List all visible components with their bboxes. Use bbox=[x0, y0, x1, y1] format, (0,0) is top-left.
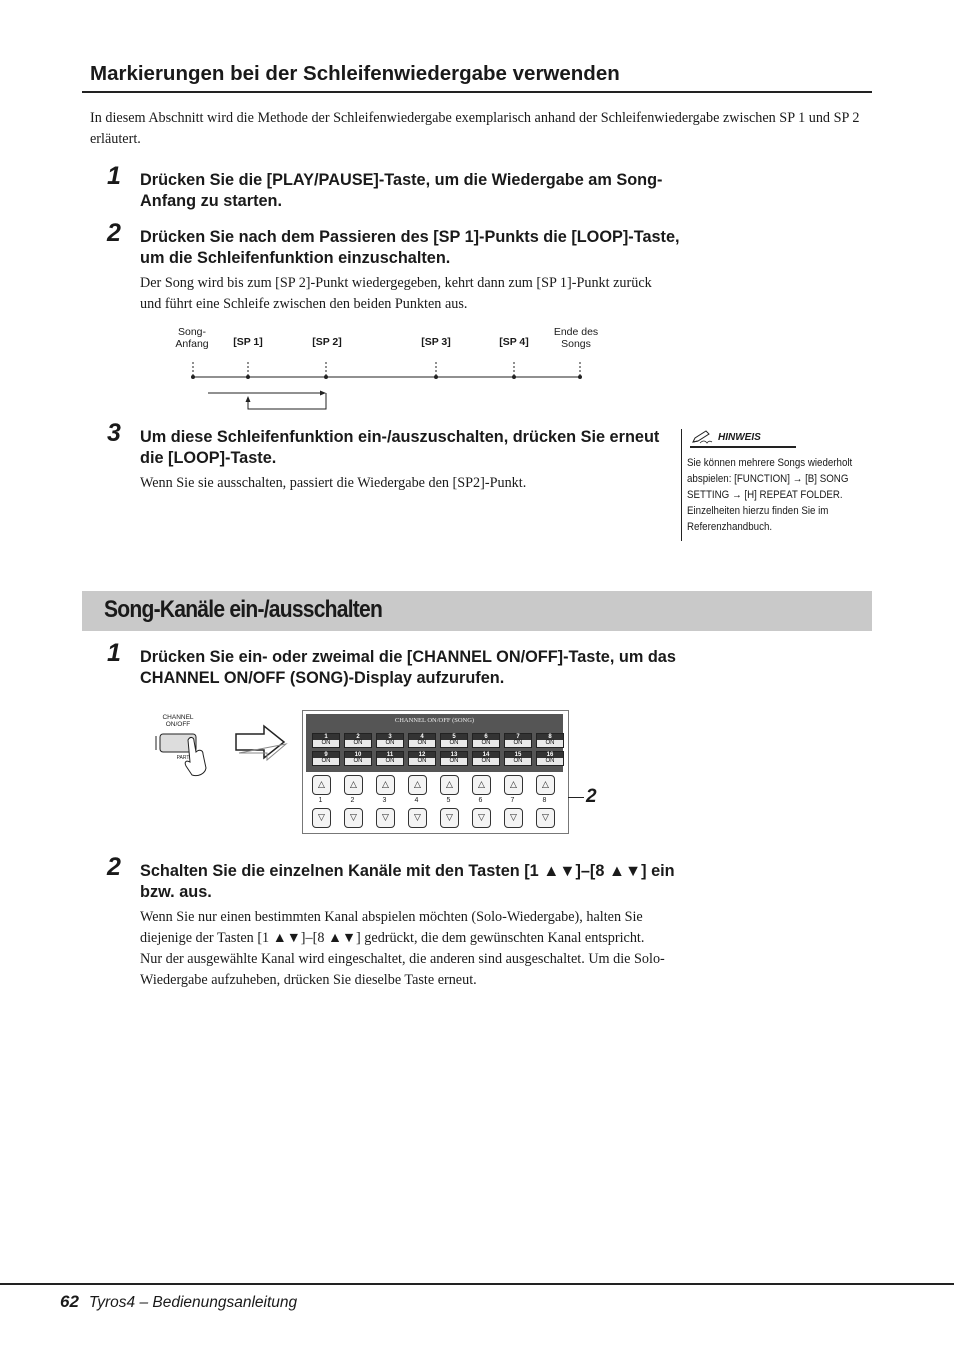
section-heading-song-channels: Song-Kanäle ein-/ausschalten bbox=[104, 596, 383, 623]
channel-1-down-button[interactable]: ▽ bbox=[312, 808, 331, 828]
loop-diagram bbox=[160, 322, 600, 412]
channel-2-down-button[interactable]: ▽ bbox=[344, 808, 363, 828]
display-screen bbox=[306, 714, 563, 772]
button-number: 3 bbox=[382, 797, 387, 804]
channel-3-up-button[interactable]: △ bbox=[376, 775, 395, 795]
channel-number: 14 bbox=[473, 752, 499, 758]
button-number: 2 bbox=[350, 797, 355, 804]
channel-1-status bbox=[312, 733, 340, 748]
channel-6-up-button[interactable]: △ bbox=[472, 775, 491, 795]
channel-15-status bbox=[504, 751, 532, 766]
step-heading: Drücken Sie ein- oder zweimal die [CHANNEL ON/OFF]-Taste, um das CHANNEL ON/OFF (SONG)-Display aufzurufen. bbox=[140, 648, 676, 687]
channel-4-up-button[interactable]: △ bbox=[408, 775, 427, 795]
channel-state: ON bbox=[513, 758, 523, 764]
note-bar bbox=[681, 429, 682, 541]
label-line: Song- bbox=[177, 326, 207, 338]
intro-paragraph: In diesem Abschnitt wird die Methode der Schleifenwiedergabe exemplarisch anhand der Schleifenwiedergabe zwischen SP 1 und SP 2 erläutert. bbox=[90, 110, 860, 147]
channel-state: ON bbox=[449, 740, 459, 746]
channel-3-status bbox=[376, 733, 404, 748]
step-heading: Schalten Sie die einzelnen Kanäle mit den Tasten [1 ▲▼]–[8 ▲▼] ein bzw. aus. bbox=[140, 862, 675, 901]
channel-state: ON bbox=[353, 740, 363, 746]
callout-number: 2 bbox=[586, 786, 597, 807]
step-heading: Drücken Sie nach dem Passieren des [SP 1]-Punkts die [LOOP]-Taste, um die Schleifenfunktion einzuschalten. bbox=[140, 228, 680, 267]
manual-title: Tyros4 – Bedienungsanleitung bbox=[88, 1294, 298, 1311]
channel-onoff-label bbox=[154, 714, 202, 728]
channel-6-down-button[interactable]: ▽ bbox=[472, 808, 491, 828]
button-number: 7 bbox=[510, 797, 515, 804]
arrow-right-icon bbox=[232, 722, 288, 762]
channel-number: 8 bbox=[537, 734, 563, 740]
channel-12-status bbox=[408, 751, 436, 766]
step-body: Der Song wird bis zum [SP 2]-Punkt wiedergegeben, kehrt dann zum [SP 1]-Punkt zurück und führt eine Schleife zwischen den beiden Punkten aus. bbox=[140, 275, 652, 312]
page-footer bbox=[60, 1292, 297, 1312]
note-title-underline bbox=[690, 446, 796, 448]
loop-timeline-graphic bbox=[160, 352, 600, 412]
channel-state: ON bbox=[417, 740, 427, 746]
channel-state: ON bbox=[417, 758, 427, 764]
channel-6-status bbox=[472, 733, 500, 748]
page-number: 62 bbox=[60, 1292, 79, 1311]
step-number: 1 bbox=[107, 162, 121, 190]
channel-10-status bbox=[344, 751, 372, 766]
button-number: 8 bbox=[542, 797, 547, 804]
channel-5-up-button[interactable]: △ bbox=[440, 775, 459, 795]
label-line: Ende des bbox=[553, 326, 599, 338]
channel-state: ON bbox=[481, 740, 491, 746]
label-line: CHANNEL bbox=[162, 714, 194, 721]
channel-4-status bbox=[408, 733, 436, 748]
section-heading-loop-markers: Markierungen bei der Schleifenwiedergabe verwenden bbox=[90, 62, 620, 85]
channel-number: 1 bbox=[313, 734, 339, 740]
channel-number: 16 bbox=[537, 752, 563, 758]
channel-3-down-button[interactable]: ▽ bbox=[376, 808, 395, 828]
channel-number: 13 bbox=[441, 752, 467, 758]
sp2-label: [SP 2] bbox=[312, 336, 342, 348]
channel-5-down-button[interactable]: ▽ bbox=[440, 808, 459, 828]
button-number: 1 bbox=[318, 797, 323, 804]
channel-14-status bbox=[472, 751, 500, 766]
song-start-label bbox=[165, 326, 219, 350]
channel-2-up-button[interactable]: △ bbox=[344, 775, 363, 795]
button-number: 4 bbox=[414, 797, 419, 804]
sp1-label: [SP 1] bbox=[233, 336, 263, 348]
channel-7-status bbox=[504, 733, 532, 748]
channel-number: 4 bbox=[409, 734, 435, 740]
channel-number: 7 bbox=[505, 734, 531, 740]
step-number: 3 bbox=[107, 419, 121, 447]
channel-state: ON bbox=[481, 758, 491, 764]
channel-state: ON bbox=[449, 758, 459, 764]
channel-number: 9 bbox=[313, 752, 339, 758]
channel-state: ON bbox=[385, 740, 395, 746]
part-label: PART bbox=[176, 755, 190, 761]
channel-state: ON bbox=[545, 758, 555, 764]
channel-number: 12 bbox=[409, 752, 435, 758]
channel-8-down-button[interactable]: ▽ bbox=[536, 808, 555, 828]
sp3-label: [SP 3] bbox=[421, 336, 451, 348]
channel-state: ON bbox=[321, 740, 331, 746]
channel-state: ON bbox=[545, 740, 555, 746]
note-text: Sie können mehrere Songs wiederholt abspielen: [FUNCTION] → [B] SONG SETTING → [H] REPEAT FOLDER. Einzelheiten hierzu finden Sie im Referenzhandbuch. bbox=[687, 457, 853, 533]
heading-rule bbox=[82, 91, 872, 93]
channel-13-status bbox=[440, 751, 468, 766]
step-number: 2 bbox=[107, 853, 121, 881]
pencil-icon bbox=[691, 430, 713, 444]
channel-7-up-button[interactable]: △ bbox=[504, 775, 523, 795]
button-number: 5 bbox=[446, 797, 451, 804]
step-number: 1 bbox=[107, 639, 121, 667]
callout-leader-line bbox=[568, 797, 584, 798]
channel-onoff-button-illustration bbox=[150, 712, 230, 782]
display-title: CHANNEL ON/OFF (SONG) bbox=[394, 717, 475, 724]
channel-number: 11 bbox=[377, 752, 403, 758]
channel-8-status bbox=[536, 733, 564, 748]
channel-number: 5 bbox=[441, 734, 467, 740]
channel-16-status bbox=[536, 751, 564, 766]
channel-number: 15 bbox=[505, 752, 531, 758]
channel-state: ON bbox=[385, 758, 395, 764]
channel-11-status bbox=[376, 751, 404, 766]
step-number: 2 bbox=[107, 219, 121, 247]
channel-number: 10 bbox=[345, 752, 371, 758]
channel-state: ON bbox=[321, 758, 331, 764]
channel-2-status bbox=[344, 733, 372, 748]
channel-1-up-button[interactable]: △ bbox=[312, 775, 331, 795]
label-line: Songs bbox=[561, 338, 591, 350]
channel-number: 6 bbox=[473, 734, 499, 740]
step-heading: Drücken Sie die [PLAY/PAUSE]-Taste, um die Wiedergabe am Song-Anfang zu starten. bbox=[140, 171, 663, 210]
step-body: Wenn Sie nur einen bestimmten Kanal abspielen möchten (Solo-Wiedergabe), halten Sie diejenige der Tasten [1 ▲▼]–[8 ▲▼] gedrückt, die dem gewünschten Kanal entspricht. Nur der ausgewählte Kanal wird eingeschaltet, die anderen sind ausgeschaltet. Um die Solo-Wiedergabe aufzuheben, drücken Sie dieselbe Taste erneut. bbox=[140, 909, 665, 988]
label-line: Anfang bbox=[175, 338, 209, 350]
channel-number: 3 bbox=[377, 734, 403, 740]
channel-8-up-button[interactable]: △ bbox=[536, 775, 555, 795]
channel-onoff-display bbox=[302, 710, 569, 834]
channel-5-status bbox=[440, 733, 468, 748]
song-end-label bbox=[546, 326, 606, 350]
sp4-label: [SP 4] bbox=[499, 336, 529, 348]
footer-rule bbox=[0, 1283, 954, 1285]
step-body: Wenn Sie sie ausschalten, passiert die Wiedergabe den [SP2]-Punkt. bbox=[140, 475, 527, 491]
channel-4-down-button[interactable]: ▽ bbox=[408, 808, 427, 828]
channel-state: ON bbox=[353, 758, 363, 764]
button-number: 6 bbox=[478, 797, 483, 804]
channel-state: ON bbox=[513, 740, 523, 746]
step-heading: Um diese Schleifenfunktion ein-/auszuschalten, drücken Sie erneut die [LOOP]-Taste. bbox=[140, 428, 660, 467]
channel-7-down-button[interactable]: ▽ bbox=[504, 808, 523, 828]
label-line: ON/OFF bbox=[165, 721, 191, 728]
channel-number: 2 bbox=[345, 734, 371, 740]
note-title: HINWEIS bbox=[718, 432, 761, 443]
channel-9-status bbox=[312, 751, 340, 766]
